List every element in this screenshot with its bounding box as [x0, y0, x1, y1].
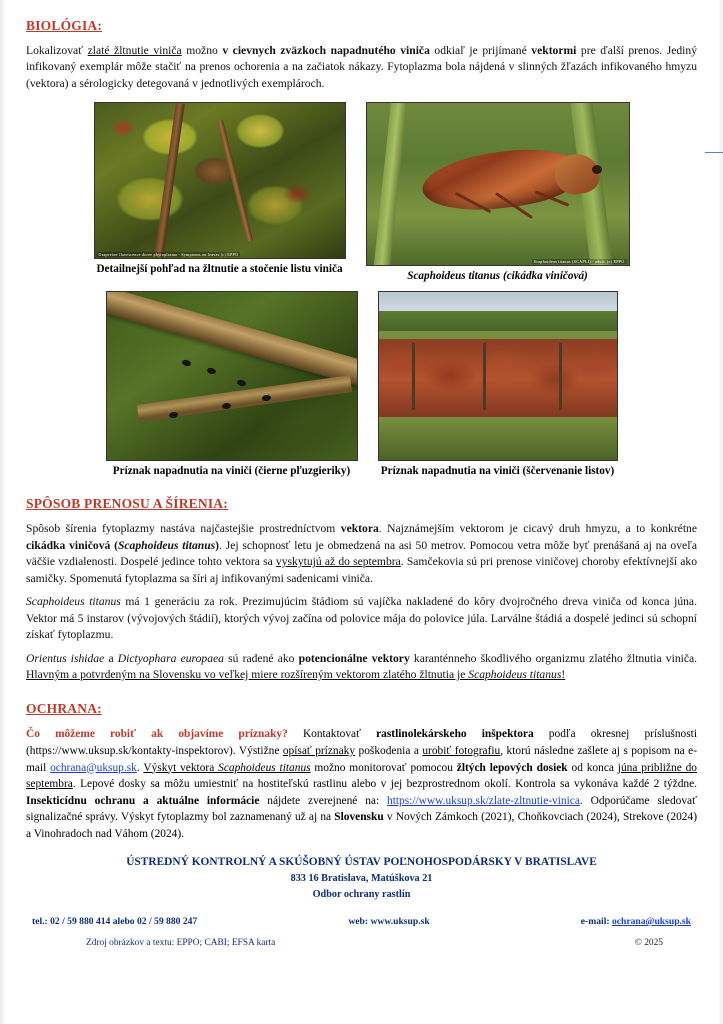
text-frag: . Samčekovia sú pri prenose viničovej choroby efektívnejší ako samičky. Spomenutá fytoplazma sa šíri aj infikovanými sadenicami viniča.	[26, 555, 697, 585]
text-frag-bold: potencionálne vektory	[298, 651, 410, 665]
text-frag: a	[104, 651, 118, 665]
photo-scaphoideus-titanus	[366, 102, 630, 266]
heading-ochrana: OCHRANA:	[26, 701, 102, 717]
text-frag-bold: Insekticídnu ochranu a aktuálne informácie	[26, 794, 260, 807]
text-frag: . Jej schopnosť letu je obmedzená na asi 50 metrov. Pomocou vetra môže byť prenášaná aj na oveľa väčšie vzdialenosti. Dospelé jedince tohto vektora sa	[26, 538, 698, 569]
text-frag: nájdete zverejnené na:	[259, 794, 388, 807]
text-frag-underline: opísať príznaky	[282, 744, 356, 757]
footer-contacts	[26, 916, 697, 927]
decor-vineyard-post	[412, 343, 415, 410]
paragraph-sposob-2	[26, 594, 697, 643]
heading-sposob-prenosu: SPÔSOB PRENOSU A ŠÍRENIA:	[26, 496, 228, 512]
organization-department: Odbor ochrany rastlín	[312, 889, 411, 901]
figure-3	[106, 291, 358, 478]
text-frag-underline: vyskytujú až do septembra	[275, 555, 401, 569]
figure-caption: Scaphoideus titanus (cikádka viničová)	[407, 270, 588, 283]
footer-source-row	[26, 938, 697, 948]
footer-email-label: e-mail:	[580, 916, 612, 928]
text-frag-underline-italic: Scaphoideus titanus	[468, 667, 562, 681]
decor-pustule-3	[236, 379, 246, 387]
text-frag-underline: urobiť fotografiu	[422, 744, 501, 757]
paragraph-sposob-3	[26, 651, 697, 684]
decor-vineyard-post-2	[483, 343, 486, 410]
text-frag: pre ďalší prenos. Jediný infikovaný exemplár môže stačiť na prenos ochorenia a na začiatok nákazy. Fytoplazma bola nájdená v slinných žľazách infikovaného hmyzu (vektora) a sérologicky detegovaná v jednotlivých exemplároch.	[26, 44, 697, 90]
text-frag-bold: Slovensku	[334, 811, 384, 824]
photo-black-pustules	[106, 291, 358, 461]
figure-4	[378, 291, 618, 478]
text-frag-bold: cikádka viničová (	[26, 538, 118, 552]
figure-caption: Príznak napadnutia na viniči (čierne pľuzgieriky)	[112, 465, 351, 478]
text-frag-underline: Výskyt vektora	[143, 761, 219, 774]
text-frag-bold: rastlinolekárskeho inšpektora	[376, 728, 534, 741]
email-link-ochrana[interactable]: ochrana@uksup.sk	[50, 761, 137, 774]
photo-red-vineyard	[378, 291, 618, 461]
image-row-2	[26, 291, 697, 478]
text-frag: podľa okresnej príslušnosti (https://www.uksup.sk/kontakty-inspektorov). Výstižne	[26, 728, 697, 757]
text-frag: Spôsob šírenia fytoplazmy nastáva najčastejšie prostredníctvom	[26, 522, 341, 536]
web-link-uksup[interactable]: https://www.uksup.sk/zlate-zltnutie-vinica	[387, 794, 580, 807]
text-frag-bold-italic: Scaphoideus titanus	[117, 538, 216, 552]
organization-address: 833 16 Bratislava, Matúškova 21	[290, 873, 433, 885]
photo-credit: Scaphoideus titanus (SCAPLI) - adult; (c) EPPO	[533, 259, 625, 265]
decor-background-trees	[379, 311, 617, 331]
text-frag: možno monitorovať pomocou	[310, 761, 457, 774]
decor-grass	[379, 417, 617, 461]
footer-phone: tel.: 02 / 59 880 414 alebo 02 / 59 880 247	[32, 916, 198, 928]
text-frag-bold: žltých lepových dosiek	[456, 761, 568, 774]
organization-name: ÚSTREDNÝ KONTROLNÝ A SKÚŠOBNÝ ÚSTAV POĽNOHOSPODÁRSKY V BRATISLAVE	[126, 856, 597, 869]
text-frag-italic: Orientus ishidae	[26, 651, 105, 665]
figure-caption: Príznak napadnutia na viniči (ščervenanie listov)	[380, 465, 615, 478]
photo-vine-leaf-yellowing	[94, 102, 346, 259]
text-frag: možno	[181, 44, 223, 57]
figure-1	[94, 102, 346, 276]
text-frag: karanténneho škodlivého organizmu zlatého žltnutia viniča.	[409, 651, 698, 665]
image-row-1	[26, 102, 697, 283]
decor-pustule-2	[206, 367, 216, 375]
text-frag-bold: vektora	[340, 522, 379, 536]
decor-insect-eye	[592, 165, 602, 174]
decor-grass-blade	[373, 102, 408, 266]
text-frag: , ktorú následne zašlete aj s popisom na e-mail	[26, 744, 698, 774]
footer-email-link[interactable]: ochrana@uksup.sk	[611, 916, 691, 928]
footer-source: Zdroj obrázkov a textu: EPPO; CABI; EFSA karta	[86, 938, 276, 949]
text-frag-underline: !	[561, 667, 566, 681]
text-frag-bold: v cievnych zväzkoch napadnutého viniča	[222, 44, 430, 57]
text-frag: v Nových Zámkoch (2021), Choňkovciach (2024), Strekove (2024) a Vinohradoch nad Váhom (2024).	[26, 811, 697, 840]
text-frag: . Odporúčame sledovať signalizačné správy. Výskyt fytoplazmy bol zaznamenaný už aj na	[26, 794, 697, 824]
text-frag-underline: Hlavným a potvrdeným na Slovensku vo veľkej miere rozšíreným vektorom zlatého žltnutia je	[26, 667, 469, 681]
figure-2	[366, 102, 630, 283]
text-frag-underline: zlaté žltnutie viniča	[87, 44, 182, 57]
image-gallery	[26, 102, 697, 478]
text-frag: sú radené ako	[223, 651, 299, 665]
text-frag: .	[136, 761, 144, 774]
text-frag-underline-italic: Scaphoideus titanus	[218, 761, 311, 774]
footer-email	[581, 916, 691, 927]
text-frag-italic: Dictyophara europaea	[117, 651, 224, 665]
text-frag-red-bold: Čo môžeme robiť ak objavíme príznaky?	[26, 728, 288, 741]
text-frag-bold: vektormi	[531, 44, 577, 57]
footer-web[interactable]: web: www.uksup.sk	[348, 916, 430, 928]
decor-stem	[154, 103, 184, 258]
figure-caption: Detailnejší pohľad na žltnutie a stočenie listu viniča	[96, 263, 343, 276]
decor-stem-2	[217, 120, 253, 242]
heading-biologia: BIOLÓGIA:	[26, 18, 103, 33]
text-frag: Kontaktovať	[287, 728, 377, 741]
text-frag: má 1 generáciu za rok. Prezimujúcim štádiom sú vajíčka nakladené do kôry dvojročného dreva viniča od konca júna. Vektor má 5 instarov (vývojových štádií), ktorých vývoj začína od polovice mája do polovice júla. Larválne štádiá a dospelé jedinci sú schopní získať fytoplazmu.	[26, 595, 697, 642]
organization-block	[26, 856, 697, 900]
decor-pustule-4	[169, 411, 179, 418]
text-frag: . Lepové dosky sa môžu umiestniť na hostiteľskú rastlinu alebo v jej bezprostrednom okolí. Kontrola sa vykonáva každé 2 týždne.	[72, 778, 697, 791]
decor-red-patch-2	[282, 184, 312, 204]
text-frag: . Najznámejším vektorom je cicavý druh hmyzu, a to konkrétne	[378, 522, 697, 536]
text-frag-bold: )	[215, 538, 220, 552]
text-frag: Lokalizovať	[26, 44, 88, 57]
footer-copyright: © 2025	[634, 938, 663, 949]
decor-pustule	[181, 358, 191, 366]
text-frag-italic: Scaphoideus titanus	[26, 595, 121, 609]
text-frag: od konca	[567, 761, 618, 774]
photo-credit: Grapevine flavescence doree phytoplasma - Symptoms on leaves (c) EPPO	[98, 252, 239, 258]
decor-red-patch	[110, 119, 136, 137]
text-frag-underline: júna približne do septembra	[26, 761, 697, 791]
text-frag: odkiaľ je prijímané	[429, 44, 532, 57]
paragraph-biologia	[26, 43, 697, 92]
text-frag: poškodenia a	[355, 744, 423, 757]
decor-vineyard-post-3	[559, 343, 562, 410]
paragraph-ochrana	[26, 726, 697, 842]
paragraph-sposob-1	[26, 521, 697, 587]
